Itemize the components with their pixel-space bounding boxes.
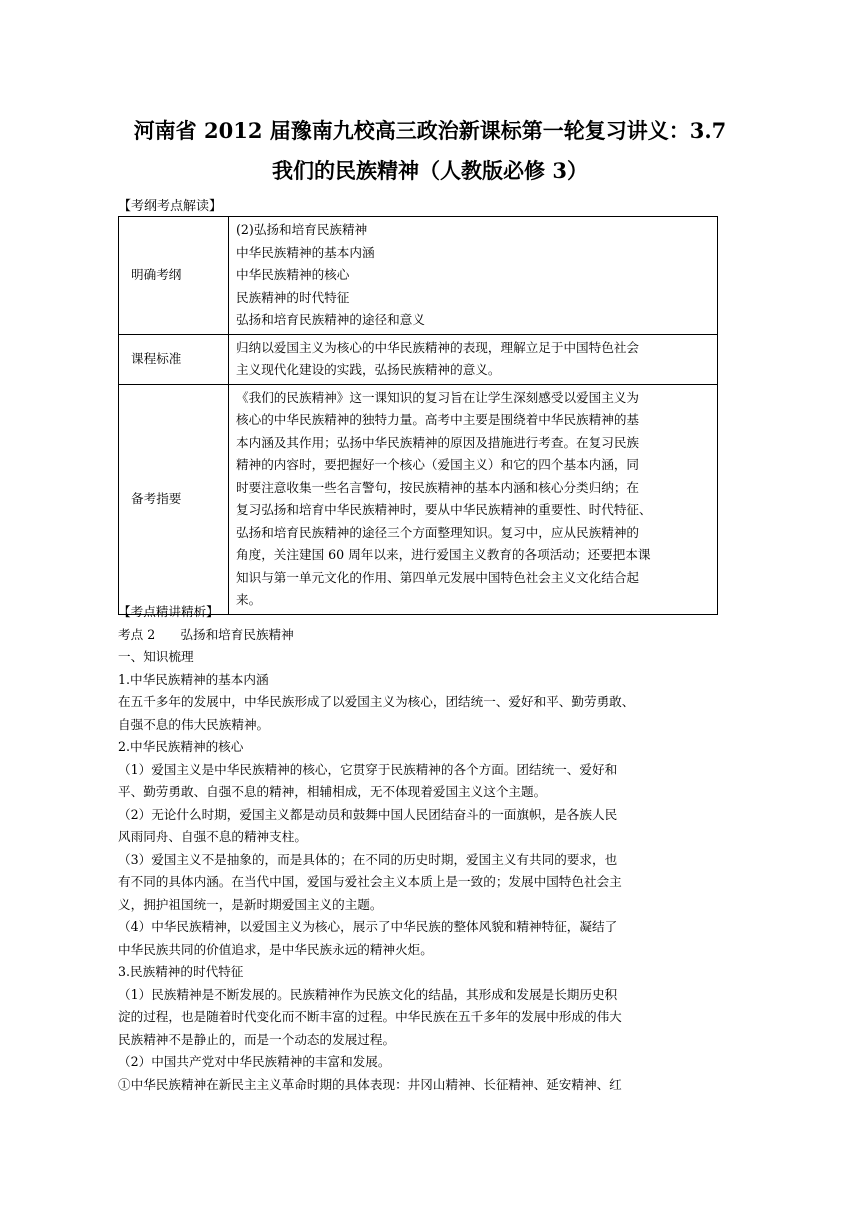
row-label: 备考指要 — [119, 384, 229, 614]
document-title-line-2: 我们的民族精神（人教版必修 3） — [272, 158, 588, 183]
row-content — [229, 384, 718, 614]
paragraph-line: 自强不息的伟大民族精神。 — [118, 716, 270, 732]
document-title-line-1: 河南省 2012 届豫南九校高三政治新课标第一轮复习讲义：3.7 — [133, 118, 727, 143]
section-heading-exam-outline: 【考纲考点解读】 — [118, 199, 223, 214]
paragraph-line: 风雨同舟、自强不息的精神支柱。 — [118, 829, 307, 844]
paragraph-line: 有不同的具体内涵。在当代中国，爱国与爱社会主义本质上是一致的；发展中国特色社会主 — [118, 874, 622, 889]
subheading: 2.中华民族精神的核心 — [118, 739, 244, 754]
topic-heading: 考点 2 弘扬和培育民族精神 — [118, 626, 294, 642]
row-line: 弘扬和培育民族精神的途径和意义 — [236, 312, 425, 327]
row-label: 课程标准 — [119, 334, 229, 384]
paragraph-line: 义，拥护祖国统一，是新时期爱国主义的主题。 — [118, 896, 383, 912]
paragraph-line: 在五千多年的发展中，中华民族形成了以爱国主义为核心，团结统一、爱好和平、勤劳勇敢、 — [118, 694, 635, 709]
row-line: 《我们的民族精神》这一课知识的复习旨在让学生深刻感受以爱国主义为 — [236, 389, 639, 405]
paragraph-line: 淀的过程，也是随着时代变化而不断丰富的过程。中华民族在五千多年的发展中形成的伟大 — [118, 1009, 622, 1024]
row-line: 弘扬和培育民族精神的途径三个方面整理知识。复习中，应从民族精神的 — [236, 524, 639, 540]
paragraph-line: 中华民族共同的价值追求，是中华民族永远的精神火炬。 — [118, 941, 433, 957]
row-line: 本内涵及其作用；弘扬中华民族精神的原因及措施进行考查。在复习民族 — [236, 434, 639, 450]
row-line: 知识与第一单元文化的作用、第四单元发展中国特色社会主义文化结合起 — [236, 569, 639, 585]
subheading: 1.中华民族精神的基本内涵 — [118, 671, 269, 687]
paragraph-line: （3）爱国主义不是抽象的，而是具体的；在不同的历史时期，爱国主义有共同的要求，也 — [118, 851, 618, 867]
paragraph-line: （4）中华民族精神，以爱国主义为核心，展示了中华民族的整体风貌和精神特征，凝结了 — [118, 919, 618, 934]
subheading: 3.民族精神的时代特征 — [118, 964, 244, 979]
paragraph-line: ①中华民族精神在新民主主义革命时期的具体表现：井冈山精神、长征精神、延安精神、红 — [118, 1076, 622, 1092]
section-heading-key-points: 【考点精讲精析】 — [118, 604, 219, 619]
row-line: 来。 — [236, 592, 262, 607]
table-row — [119, 334, 718, 384]
subheading: 一、知识梳理 — [118, 649, 194, 664]
row-line: 主义现代化建设的实践，弘扬民族精神的意义。 — [236, 362, 501, 377]
row-line: 归纳以爱国主义为核心的中华民族精神的表现，理解立足于中国特色社会 — [236, 339, 639, 355]
exam-outline-table — [118, 216, 718, 615]
row-line: 时要注意收集一些名言警句，按民族精神的基本内涵和核心分类归纳；在 — [236, 479, 639, 495]
row-line: 精神的内容时，要把握好一个核心（爱国主义）和它的四个基本内涵，同 — [236, 457, 639, 472]
row-line: 中华民族精神的核心 — [236, 267, 350, 282]
paragraph-line: （2）无论什么时期，爱国主义都是动员和鼓舞中国人民团结奋斗的一面旗帜，是各族人民 — [118, 806, 618, 822]
paragraph-line: （1）民族精神是不断发展的。民族精神作为民族文化的结晶，其形成和发展是长期历史积 — [118, 986, 618, 1002]
row-line: 复习弘扬和培育中华民族精神时，要从中华民族精神的重要性、时代特征、 — [236, 502, 652, 517]
body-text — [118, 601, 744, 1096]
row-content — [229, 217, 718, 335]
table-row — [119, 217, 718, 335]
row-line: 角度，关注建国 60 周年以来，进行爱国主义教育的各项活动；还要把本课 — [236, 547, 651, 562]
row-line: (2)弘扬和培育民族精神 — [236, 222, 368, 237]
table-row — [119, 384, 718, 614]
paragraph-line: （1）爱国主义是中华民族精神的核心，它贯穿于民族精神的各个方面。团结统一、爱好和 — [118, 761, 618, 777]
row-line: 中华民族精神的基本内涵 — [236, 244, 375, 260]
row-content — [229, 334, 718, 384]
row-line: 核心的中华民族精神的独特力量。高考中主要是围绕着中华民族精神的基 — [236, 412, 639, 427]
paragraph-line: 民族精神不是静止的，而是一个动态的发展过程。 — [118, 1031, 396, 1047]
row-line: 民族精神的时代特征 — [236, 289, 350, 305]
paragraph-line: 平、勤劳勇敢、自强不息的精神，相辅相成，无不体现着爱国主义这个主题。 — [118, 784, 547, 799]
paragraph-line: （2）中国共产党对中华民族精神的丰富和发展。 — [118, 1054, 391, 1069]
row-label: 明确考纲 — [119, 217, 229, 335]
